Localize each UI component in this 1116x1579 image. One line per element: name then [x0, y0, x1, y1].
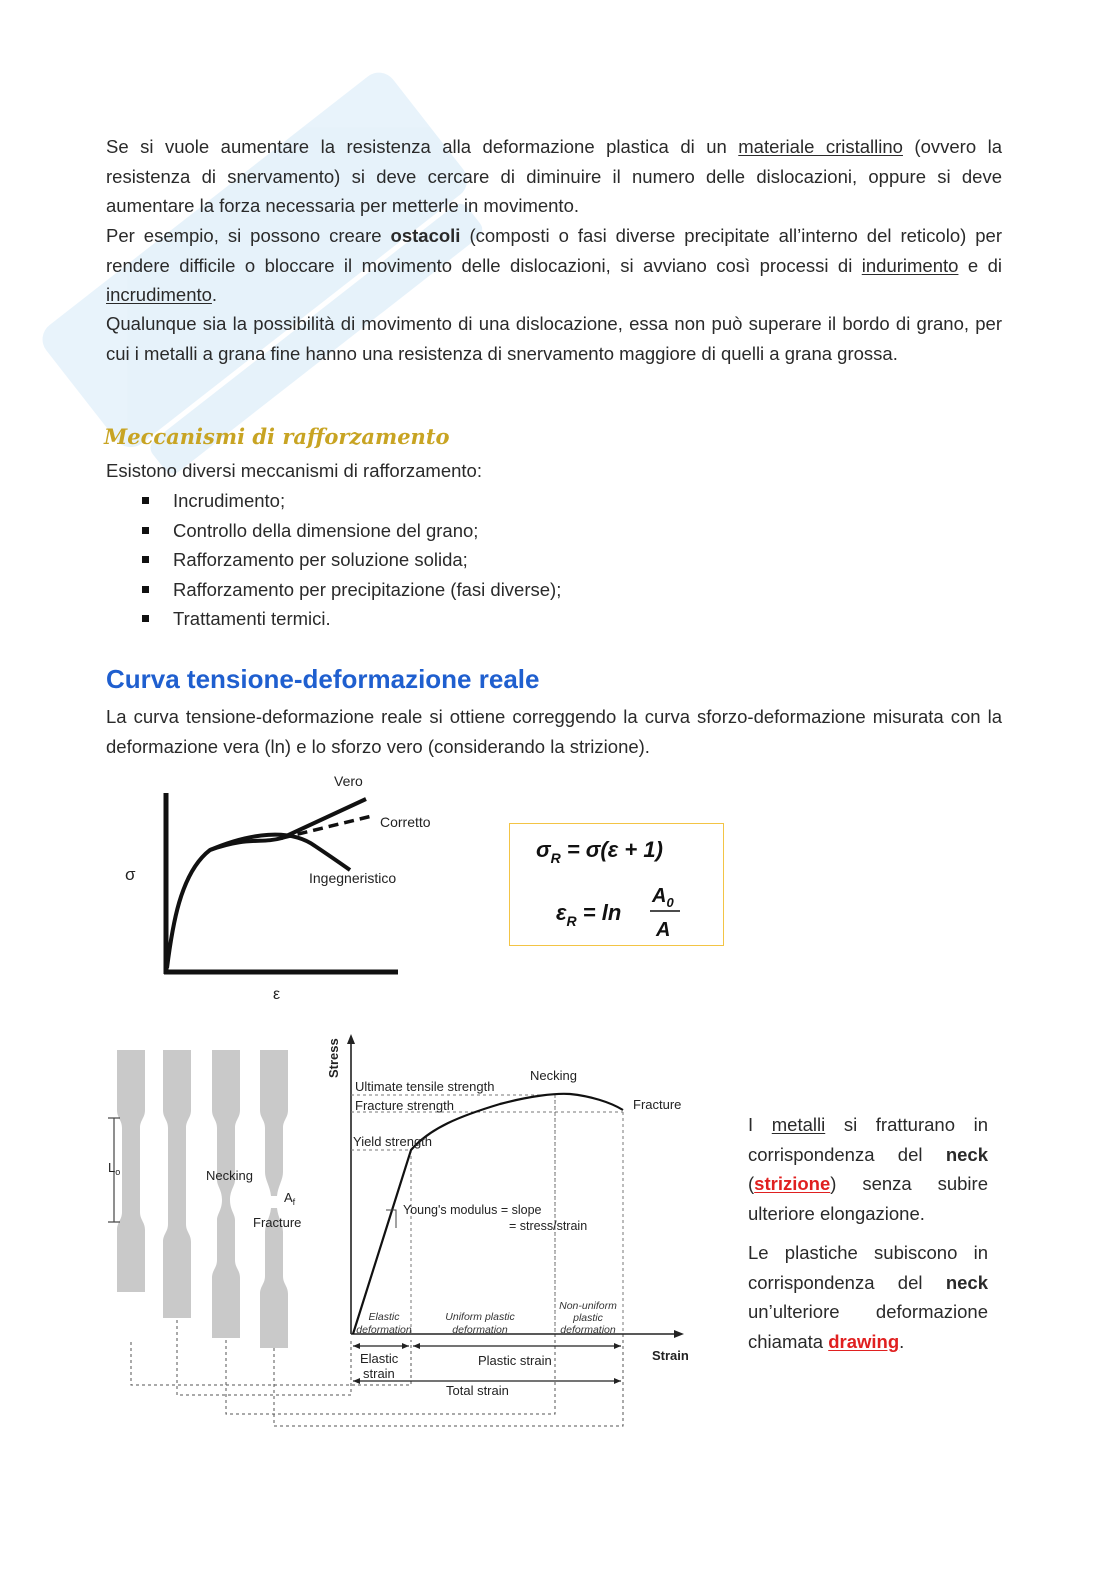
region-elastic-1: Elastic [368, 1311, 400, 1323]
formula-svg [510, 824, 725, 947]
specimen-fracture-top [260, 1050, 288, 1196]
formula-a: A [656, 919, 671, 941]
list-item: Trattamenti termici. [140, 604, 561, 634]
region-nonuniform-3: deformation [560, 1324, 616, 1336]
list-item: Rafforzamento per soluzione solida; [140, 545, 561, 575]
sigma-label: σ [125, 865, 136, 884]
specimen-1 [117, 1050, 145, 1292]
formula-sigma: $\sigma_R = \sigma(\varepsilon + 1)$ [536, 837, 663, 866]
yield-label: Yield strength [353, 1134, 433, 1149]
strizione-link: strizione [754, 1173, 831, 1194]
section-title-curva: Curva tensione-deformazione reale [106, 664, 540, 694]
region-elastic-2: deformation [356, 1324, 412, 1336]
drawing-link: drawing [828, 1330, 900, 1352]
elastic-strain-label-2: strain [363, 1366, 395, 1381]
stress-axis-arrow [347, 1034, 355, 1044]
young-label-1: Young's modulus = slope [403, 1203, 542, 1217]
curva-description: La curva tensione-deformazione reale si ottiene correggendo la curva sforzo-deformazione misurata con la deformazione vera (ln) e lo sforzo vero (considerando la strizione). [106, 706, 1002, 757]
specimen-2 [163, 1050, 191, 1318]
true-stress-strain-figure [110, 768, 450, 1008]
region-nonuniform-1: Non-uniform [559, 1300, 617, 1312]
paragraph-dislocations: Se si vuole aumentare la resistenza alla deformazione plastica di un materiale cristallino (ovvero la resistenza di snervamento) si deve cercare di diminuire il numero delle dislocazioni, oppure si deve aumentare la forza necessaria per metterle in movimento. [106, 136, 1003, 216]
list-item: Rafforzamento per precipitazione (fasi diverse); [140, 575, 561, 605]
tensile-test-figure [100, 1030, 700, 1435]
strain-axis-label: Strain [652, 1348, 689, 1363]
necking-specimen-label: Necking [206, 1168, 253, 1183]
epsilon-label: ε [273, 986, 281, 1003]
total-strain-label: Total strain [446, 1383, 509, 1398]
region-uniform-2: deformation [452, 1324, 508, 1336]
paragraph-grain-boundary: Qualunque sia la possibilità di movimento di una dislocazione, essa non può superare il bordo di grano, per cui i metalli a grana fine hanno una resistenza di snervamento maggiore di quelli a grana grossa. [106, 313, 1002, 364]
plastic-strain-label: Plastic strain [478, 1353, 552, 1368]
list-item: Controllo della dimensione del grano; [140, 516, 561, 546]
specimens [117, 1050, 288, 1348]
region-nonuniform-2: plastic [573, 1312, 603, 1324]
necking-label: Necking [530, 1068, 577, 1083]
af-label: $A_f$ [284, 1190, 296, 1207]
region-uniform-1: Uniform plastic [445, 1311, 515, 1323]
label-vero: Vero [334, 773, 363, 789]
rafforzamento-intro: Esistono diversi meccanismi di rafforzamento: [106, 460, 482, 481]
l0-label: $L_o$ [108, 1160, 121, 1177]
stress-axis-label: Stress [326, 1038, 341, 1078]
specimen-necking [212, 1050, 240, 1338]
fracture-strength-label: Fracture strength [355, 1098, 454, 1113]
link-materiale-cristallino: materiale cristallino [738, 136, 903, 157]
section-title-rafforzamento: Meccanismi di rafforzamento [104, 424, 450, 449]
label-corretto: Corretto [380, 814, 431, 830]
side-text-plastiche: Le plastiche subiscono in corrispondenza del neck un’ulteriore deformazione chiamata drawing. [748, 1242, 988, 1352]
formula-epsilon: $\varepsilon_R = \ln$ [556, 900, 622, 929]
rafforzamento-list [140, 486, 561, 634]
uts-label: Ultimate tensile strength [355, 1079, 495, 1094]
paragraph-obstacles: Per esempio, si possono creare ostacoli (composti o fasi diverse precipitate all’interno del reticolo) per rendere difficile o bloccare il movimento delle dislocazioni, si avviano così processi di indurimento e di incrudimento. [106, 225, 1002, 305]
elastic-strain-label-1: Elastic [360, 1351, 399, 1366]
formula-a0: $A_0$ [652, 885, 674, 910]
fracture-label: Fracture [633, 1097, 682, 1112]
formula-box [509, 823, 724, 946]
list-item: Incrudimento; [140, 486, 561, 516]
link-fracture [274, 1112, 623, 1426]
fracture-specimen-label: Fracture [253, 1215, 302, 1230]
strain-axis-arrow [674, 1330, 684, 1338]
label-ingegneristico: Ingegneristico [309, 870, 397, 886]
young-label-2: = stress/strain [509, 1219, 588, 1233]
region-labels [356, 1300, 617, 1336]
side-text-metalli: I metalli si fratturano in corrispondenza del neck (strizione) senza subire ulteriore elongazione. [748, 1114, 988, 1224]
